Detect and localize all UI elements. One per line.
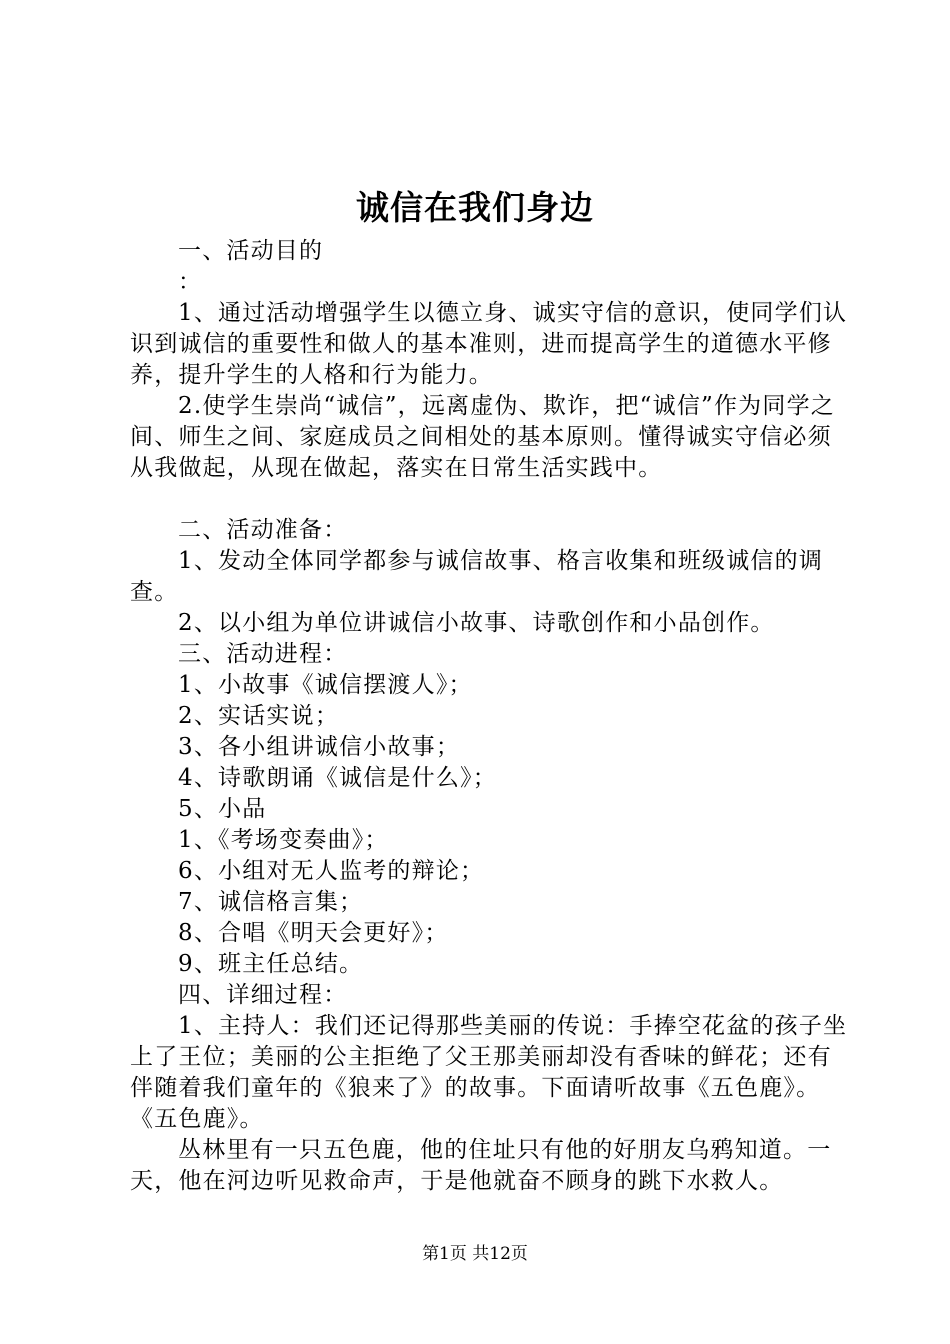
section-heading-objective: 一、活动目的 <box>178 238 324 264</box>
paragraph-objective-2: 2.使学生崇尚“诚信”，远离虚伪、欺诈，把“诚信”作为同学之间、师生之间、家庭成员之间相处的基本原则。懂得诚实守信必须从我做起，从现在做起，落实在日常生活实践中。 <box>130 393 835 481</box>
paragraph-colon: ： <box>178 269 203 295</box>
list-item: 8、合唱《明天会更好》； <box>178 920 449 946</box>
list-item: 5、小品 <box>178 796 267 822</box>
section-heading-preparation: 二、活动准备： <box>178 517 348 543</box>
paragraph-story: 丛林里有一只五色鹿，他的住址只有他的好朋友乌鸦知道。一天，他在河边听见救命声，于是他就奋不顾身的跳下水救人。 <box>130 1137 832 1194</box>
list-item: 7、诚信格言集； <box>178 889 364 915</box>
list-item: 1、小故事《诚信摆渡人》； <box>178 672 473 698</box>
paragraph-preparation-2: 2、以小组为单位讲诚信小故事、诗歌创作和小品创作。 <box>178 610 775 636</box>
list-item: 2、实话实说； <box>178 703 340 729</box>
paragraph-objective-1: 1、通过活动增强学生以德立身、诚实守信的意识，使同学们认识到诚信的重要性和做人的基本准则，进而提高学生的道德水平修养，提升学生的人格和行为能力。 <box>130 300 848 388</box>
section-heading-details: 四、详细过程： <box>178 982 348 1008</box>
paragraph-host-intro: 1、主持人：我们还记得那些美丽的传说：手捧空花盆的孩子坐上了王位；美丽的公主拒绝了父王那美丽却没有香味的鲜花；还有伴随着我们童年的《狼来了》的故事。下面请听故事《五色鹿》。《五色鹿》。 <box>130 1013 848 1132</box>
list-item: 4、诗歌朗诵《诚信是什么》； <box>178 765 497 791</box>
page-number-footer: 第1页 共12页 <box>422 1244 528 1264</box>
paragraph-preparation-1: 1、发动全体同学都参与诚信故事、格言收集和班级诚信的调查。 <box>130 548 824 605</box>
list-item: 1、《考场变奏曲》； <box>178 827 389 853</box>
section-heading-process: 三、活动进程： <box>178 641 348 667</box>
document-body <box>130 236 850 1197</box>
list-item: 6、小组对无人监考的辩论； <box>178 858 485 884</box>
list-item: 3、各小组讲诚信小故事； <box>178 734 461 760</box>
list-item: 9、班主任总结。 <box>178 951 364 977</box>
document-title: 诚信在我们身边 <box>356 188 594 227</box>
blank-line <box>130 484 850 515</box>
